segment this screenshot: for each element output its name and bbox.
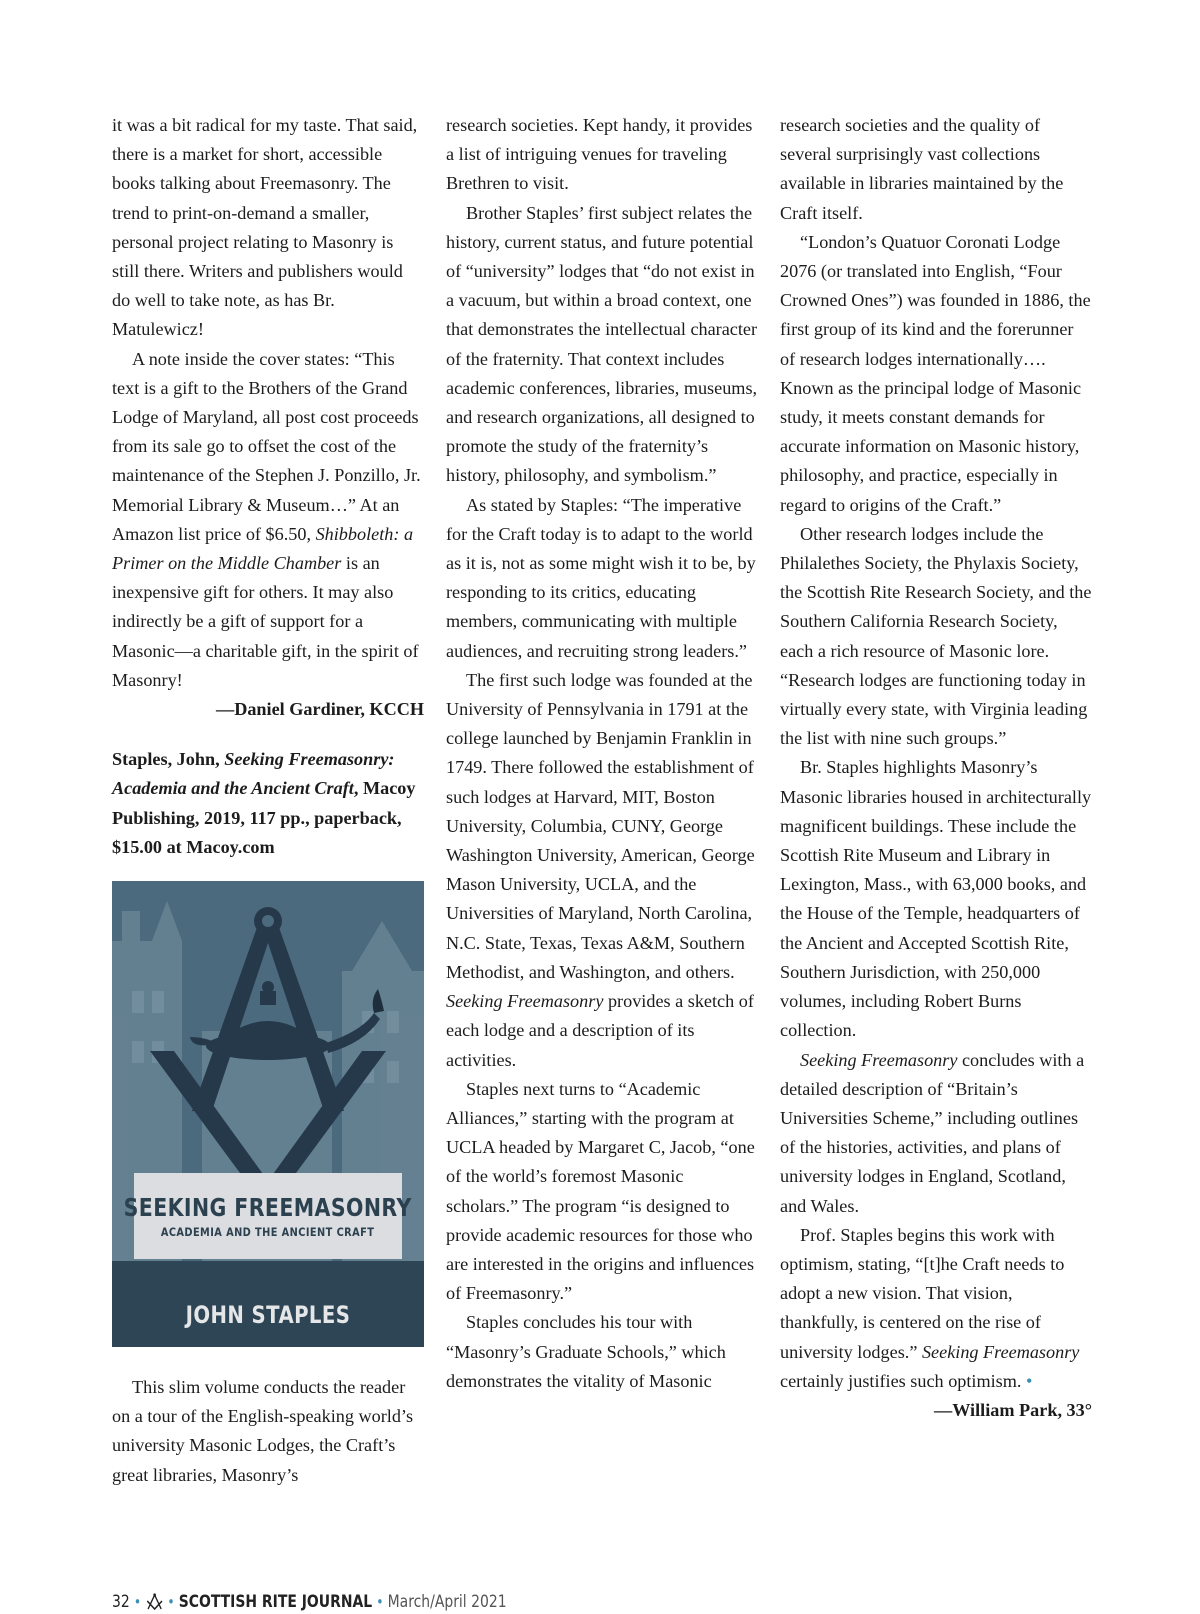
paragraph: Staples concludes his tour with “Masonry’s Graduate Schools,” which demonstrates the vitality of Masonic [446, 1312, 726, 1391]
paragraph: it was a bit radical for my taste. That said, there is a market for short, accessible books talking about Freemasonry. The trend to print-on-demand a smaller, personal project relating to Masonry is still there. Writers and publishers would do well to take note, as has Br. Matulewicz! [112, 115, 418, 340]
book-title: Seeking Freemasonry [800, 1049, 958, 1070]
cover-title-box [123, 1173, 413, 1259]
review-author: Staples, John, [112, 749, 225, 770]
separator: • [167, 1593, 175, 1611]
book-title: Shibboleth: a Primer on the Middle Chamber [112, 523, 414, 574]
review-heading [112, 745, 424, 862]
text-run: certainly justifies such optimism. [780, 1370, 1027, 1391]
page-footer [112, 1590, 507, 1614]
paragraph: Other research lodges include the Philalethes Society, the Phylaxis Society, the Scottish Rite Research Society, and the Southern California Research Society, each a rich resource of Masonic lore. “Research lodges are functioning today in virtually every state, with Virginia leading the list with nine such groups.” [780, 523, 1092, 749]
double-eagle-icon [145, 1592, 163, 1612]
issue-date: March/April 2021 [387, 1592, 507, 1612]
paragraph [446, 666, 758, 1075]
paragraph: Br. Staples highlights Masonry’s Masonic libraries housed in architecturally magnificent buildings. These include the Scottish Rite Museum and Library in Lexington, Mass., with 63,000 books, and the House of the Temple, headquarters of the Ancient and Accepted Scottish Rite, Southern Jurisdiction, with 250,000 volumes, including Robert Burns collection. [780, 757, 1092, 1041]
cover-title: SEEKING FREEMASONRY [123, 1193, 413, 1223]
book-title: Seeking Freemasonry [921, 1341, 1080, 1362]
end-mark-icon: • [1026, 1370, 1033, 1391]
reviewer-signature: —William Park, 33° [934, 1399, 1092, 1420]
publication-name: SCOTTISH RITE JOURNAL [178, 1592, 373, 1612]
separator: • [133, 1593, 142, 1611]
review-book-title: Seeking Freemasonry: Academia and the Ancient Craft [112, 749, 395, 799]
paragraph: As stated by Staples: “The imperative for the Craft today is to adapt to the world as it is, not as some might wish it to be, by responding to its critics, educating members, communicating with multiple audiences, and recruiting strong leaders.” [446, 494, 756, 661]
text-run: Prof. Staples begins this work with optimism, stating, “[t]he Craft needs to adopt a new vision. That vision, thankfully, is centered on the rise of university lodges.” [780, 1224, 1065, 1362]
column-2 [446, 111, 758, 1396]
review-details: , Macoy Publishing, 2019, 117 pp., paperback, $15.00 at Macoy.com [112, 778, 416, 857]
column-3 [780, 111, 1092, 1425]
paragraph [112, 345, 424, 695]
text-run: is an inexpensive gift for others. It may also indirectly be a gift of support for a Masonic—a charitable gift, in the spirit of Masonry! [112, 553, 419, 690]
cover-author: JOHN STAPLES [185, 1301, 351, 1330]
book-cover [112, 881, 424, 1347]
paragraph: research societies and the quality of several surprisingly vast collections available in libraries maintained by the Craft itself. [780, 115, 1064, 223]
text-run: A note inside the cover states: “This text is a gift to the Brothers of the Grand Lodge of Maryland, all post cost proceeds from its sale go to offset the cost of the maintenance of the Stephen J. Ponzillo, Jr. Memorial Library & Museum…” At an Amazon list price of $6.50, [112, 348, 421, 544]
page-number: 32 [112, 1592, 130, 1612]
paragraph: research societies. Kept handy, it provides a list of intriguing venues for traveling Brethren to visit. [446, 115, 753, 194]
text-run: The first such lodge was founded at the University of Pennsylvania in 1791 at the college launched by Benjamin Franklin in 1749. There followed the establishment of such lodges at Harvard, MIT, Boston University, Columbia, CUNY, George Washington University, American, George Mason University, UCLA, and the Universities of Maryland, North Carolina, N.C. State, Texas, Texas A&M, Southern Methodist, and Washington, and others. [446, 669, 755, 982]
reviewer-signature: —Daniel Gardiner, KCCH [216, 699, 424, 720]
cover-artwork [112, 881, 424, 1347]
separator: • [376, 1593, 384, 1611]
paragraph: This slim volume conducts the reader on a tour of the English-speaking world’s university Masonic Lodges, the Craft’s great libraries, Masonry’s [112, 1377, 414, 1485]
paragraph [780, 1221, 1092, 1396]
paragraph [780, 1046, 1092, 1221]
paragraph: “London’s Quatuor Coronati Lodge 2076 (or translated into English, “Four Crowned Ones”) was founded in 1886, the first group of its kind and the forerunner of research lodges internationally…. Known as the principal lodge of Masonic study, it meets constant demands for accurate information on Masonic history, philosophy, and practice, especially in regard to origins of the Craft.” [780, 231, 1091, 515]
text-run: concludes with a detailed description of “Britain’s Universities Scheme,” including outlines of the histories, activities, and plans of university lodges in England, Scotland, and Wales. [780, 1049, 1085, 1216]
paragraph: Staples next turns to “Academic Alliances,” starting with the program at UCLA headed by Margaret C, Jacob, “one of the world’s foremost Masonic scholars.” The program “is designed to provide academic resources for those who are interested in the origins and influences of Freemasonry.” [446, 1078, 755, 1304]
column-1 [112, 111, 424, 1490]
book-title: Seeking Freemasonry [446, 991, 604, 1012]
paragraph: Brother Staples’ first subject relates the history, current status, and future potential of “university” lodges that “do not exist in a vacuum, but within a broad context, one that demonstrates the intellectual character of the fraternity. That context includes academic conferences, libraries, museums, and research organizations, all designed to promote the study of the fraternity’s history, philosophy, and symbolism.” [446, 202, 758, 486]
text-run: provides a sketch of each lodge and a description of its activities. [446, 991, 754, 1070]
cover-subtitle: ACADEMIA AND THE ANCIENT CRAFT [161, 1225, 375, 1240]
